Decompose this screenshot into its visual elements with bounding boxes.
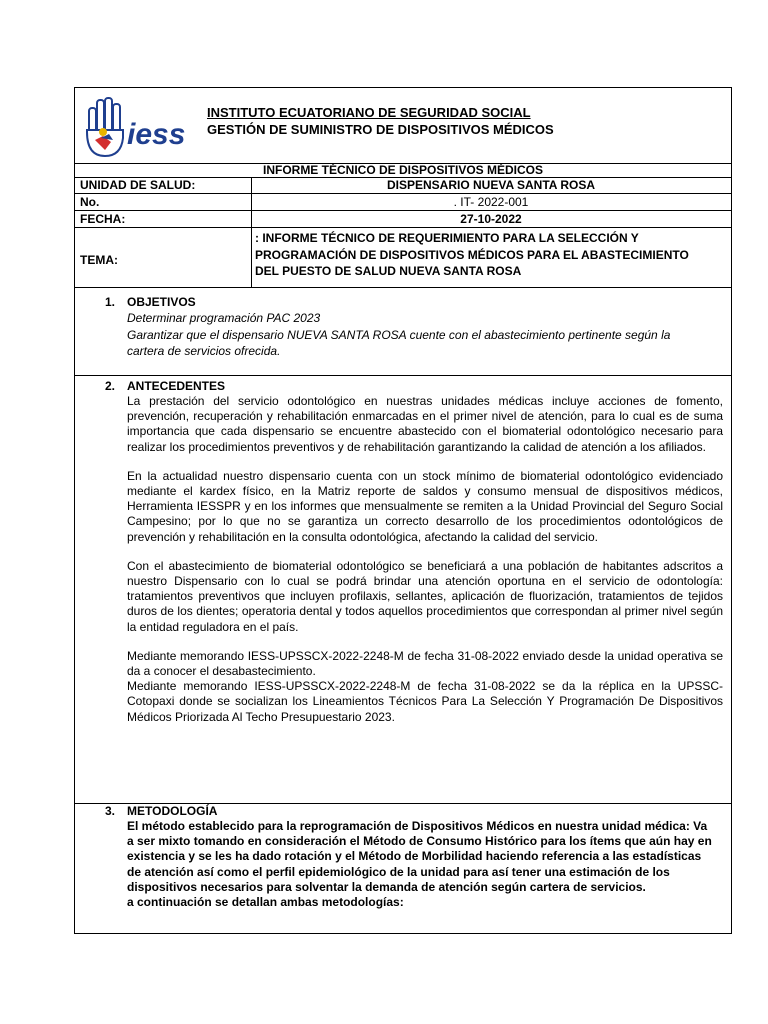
- row-label: UNIDAD DE SALUD:: [80, 178, 196, 192]
- header-row: [75, 88, 731, 164]
- iess-logo: [81, 94, 193, 160]
- section-antecedentes: [75, 376, 731, 804]
- tema-value: : INFORME TÉCNICO DE REQUERIMIENTO PARA LA SELECCIÓN Y PROGRAMACIÓN DE DISPOSITIVOS MÉDICOS PARA EL ABASTECIMIENTO DEL PUESTO DE SALUD NUEVA SANTA ROSA: [255, 231, 689, 278]
- section-number: 2.: [105, 379, 116, 393]
- report-title: INFORME TÉCNICO DE DISPOSITIVOS MÉDICOS: [262, 163, 544, 177]
- section-number: 1.: [105, 295, 116, 309]
- section-metodologia: [75, 804, 731, 934]
- date-value: 27-10-2022: [460, 212, 522, 226]
- svg-text:iess: iess: [127, 118, 186, 151]
- report-title-row: [75, 164, 731, 178]
- objetivos-text: Determinar programación PAC 2023 Garantizar que el dispensario NUEVA SANTA ROSA cuente con el abastecimiento pertinente según la cartera de servicios ofrecida.: [127, 311, 671, 358]
- hand-logo-icon: [81, 94, 193, 160]
- tema-row: [75, 228, 731, 288]
- department-name: GESTIÓN DE SUMINISTRO DE DISPOSITIVOS MÉDICOS: [207, 122, 554, 137]
- row-label: No.: [80, 195, 100, 209]
- institution-name: INSTITUTO ECUATORIANO DE SEGURIDAD SOCIAL: [207, 105, 531, 120]
- table-row: [75, 194, 731, 211]
- antecedentes-text: La prestación del servicio odontológico en nuestras unidades médicas incluye acciones de fomento, prevención, recuperación y rehabilitación enmarcadas en el primer nivel de atención, para lo cual es de suma importancia que cada dispensario se encuentre abastecido con el biomaterial odontológico necesario para realizar los procedimientos preventivos y de rehabilitación garantizando la calidad de atención a los afiliados. En la actualidad nuestro dispensario cuenta con un stock mínimo de biomaterial odontológico evidenciado mediante el kardex físico, en la Matriz reporte de saldos y consumo mensual de dispositivos médicos, Herramienta IESSPR y en los informes que mensualmente se remiten a la Unidad Provincial del Seguro Social Campesino; por lo que no se garantiza un correcto desarrollo de los procedimientos odontológicos de prevención y rehabilitación en la consulta odontológica, afectando la calidad del servicio. Con el abastecimiento de biomaterial odontológico se beneficiará a una población de habitantes adscritos a nuestro Dispensario con lo cual se podrá brindar una atención oportuna en el servicio de odontología: tratamientos preventivos que incluyen profilaxis, sellantes, aplicación de fluorización, tratamientos de tejidos duros de los dientes; operatoria dental y todos aquellos procedimientos que correspondan al primer nivel según la entidad reguladora en el país. Mediante memorando IESS-UPSSCX-2022-2248-M de fecha 31-08-2022 enviado desde la unidad operativa se da a conocer el desabastecimiento. Mediante memorando IESS-UPSSCX-2022-2248-M de fecha 31-08-2022 se da la réplica en la UPSSC-Cotopaxi donde se socializan los Lineamientos Técnicos Para La Selección Y Programación De Dispositivos Médicos Priorizada Al Techo Presupuestario 2023.: [127, 394, 723, 724]
- table-row: [75, 178, 731, 194]
- table-row: [75, 211, 731, 228]
- section-objetivos: [75, 288, 731, 376]
- metodologia-text: El método establecido para la reprogramación de Dispositivos Médicos en nuestra unidad médica: Va a ser mixto tomando en consideración el Método de Consumo Histórico para los ítems que aún hay en existencia y se les ha dado rotación y el Método de Morbilidad haciendo referencia a las estadísticas de atención así como el perfil epidemiológico de la unidad para así tener una estimación de los dispositivos necesarios para solventar la demanda de atención según cartera de servicios. a continuación se detallan ambas metodologías:: [127, 819, 712, 910]
- report-number-value: . IT- 2022-001: [453, 195, 529, 209]
- document-page: [74, 87, 732, 934]
- section-number: 3.: [105, 804, 116, 818]
- tema-label: TEMA:: [80, 253, 118, 267]
- section-title: ANTECEDENTES: [127, 379, 226, 393]
- section-title: METODOLOGÍA: [127, 804, 218, 818]
- row-label: FECHA:: [80, 212, 126, 226]
- section-title: OBJETIVOS: [127, 295, 196, 309]
- health-unit-value: DISPENSARIO NUEVA SANTA ROSA: [386, 178, 596, 192]
